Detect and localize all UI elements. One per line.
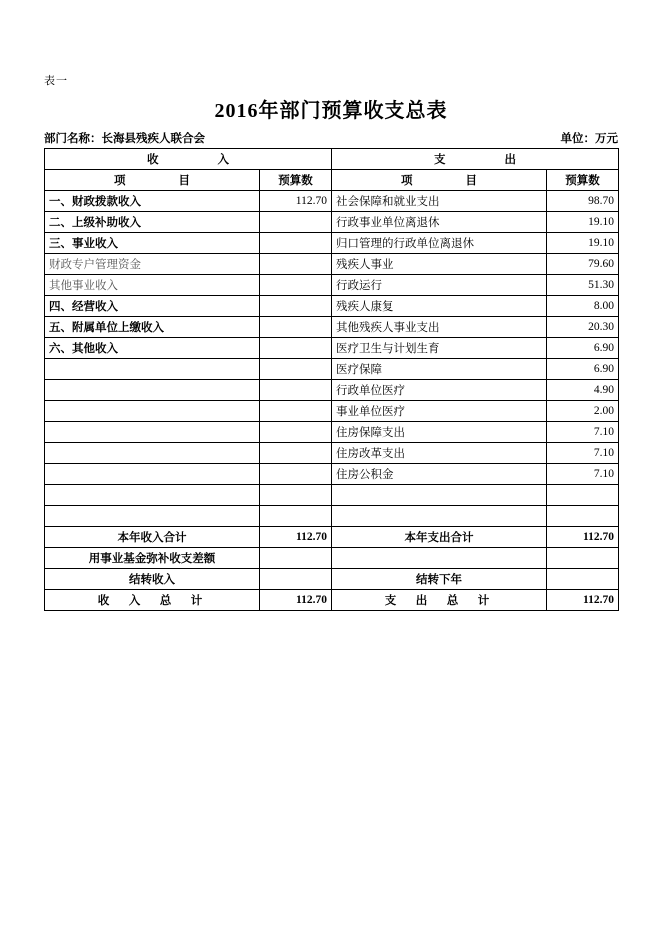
table-row (45, 380, 619, 401)
expense-item-cell: 医疗保障 (332, 359, 547, 380)
table-row (45, 191, 619, 212)
expense-amount-header: 预算数 (547, 170, 619, 191)
table-row (45, 464, 619, 485)
summary-expense-label: 结转下年 (332, 569, 547, 590)
income-amount-cell (260, 338, 332, 359)
table-row (45, 401, 619, 422)
expense-item-cell: 住房改革支出 (332, 443, 547, 464)
expense-item-cell: 行政单位医疗 (332, 380, 547, 401)
department-name: 部门名称：长海县残疾人联合会 (44, 133, 205, 145)
income-item-cell (45, 506, 260, 527)
expense-amount-cell: 6.90 (547, 338, 619, 359)
income-amount-header: 预算数 (260, 170, 332, 191)
income-item-cell: 五、附属单位上缴收入 (45, 317, 260, 338)
table-row (45, 422, 619, 443)
expense-item-cell: 住房保障支出 (332, 422, 547, 443)
grand-total-income-amount: 112.70 (260, 590, 332, 611)
expense-amount-cell: 8.00 (547, 296, 619, 317)
summary-income-label: 本年收入合计 (45, 527, 260, 548)
table-group-header-row (45, 149, 619, 170)
budget-table (44, 148, 619, 611)
income-item-cell: 四、经营收入 (45, 296, 260, 317)
expense-group-header: 支 出 (332, 149, 619, 170)
expense-item-cell (332, 485, 547, 506)
income-group-header: 收 入 (45, 149, 332, 170)
expense-item-cell: 事业单位医疗 (332, 401, 547, 422)
grand-total-expense-amount: 112.70 (547, 590, 619, 611)
expense-amount-cell: 7.10 (547, 464, 619, 485)
summary-income-label: 结转收入 (45, 569, 260, 590)
expense-item-cell: 住房公积金 (332, 464, 547, 485)
summary-expense-amount: 112.70 (547, 527, 619, 548)
table-row (45, 359, 619, 380)
income-amount-cell (260, 212, 332, 233)
income-item-cell (45, 464, 260, 485)
income-item-cell: 其他事业收入 (45, 275, 260, 296)
table-row (45, 233, 619, 254)
table-row (45, 317, 619, 338)
expense-item-header: 项 目 (332, 170, 547, 191)
income-amount-cell (260, 233, 332, 254)
expense-amount-cell: 19.10 (547, 212, 619, 233)
income-amount-cell (260, 401, 332, 422)
table-column-header-row (45, 170, 619, 191)
expense-item-cell: 行政运行 (332, 275, 547, 296)
income-amount-cell (260, 506, 332, 527)
income-amount-cell (260, 254, 332, 275)
expense-amount-cell: 51.30 (547, 275, 619, 296)
income-amount-cell (260, 359, 332, 380)
income-item-cell (45, 359, 260, 380)
income-item-cell (45, 401, 260, 422)
grand-total-row (45, 590, 619, 611)
expense-amount-cell: 7.10 (547, 443, 619, 464)
summary-income-amount (260, 548, 332, 569)
table-row (45, 506, 619, 527)
income-item-cell: 一、财政拨款收入 (45, 191, 260, 212)
summary-expense-label (332, 548, 547, 569)
expense-amount-cell: 4.90 (547, 380, 619, 401)
table-row (45, 254, 619, 275)
income-item-cell: 三、事业收入 (45, 233, 260, 254)
income-amount-cell (260, 317, 332, 338)
expense-item-cell (332, 506, 547, 527)
table-row (45, 443, 619, 464)
table-row (45, 275, 619, 296)
sheet-label: 表一 (44, 75, 68, 87)
expense-amount-cell: 79.60 (547, 254, 619, 275)
expense-amount-cell: 98.70 (547, 191, 619, 212)
expense-item-cell: 残疾人事业 (332, 254, 547, 275)
income-item-cell: 六、其他收入 (45, 338, 260, 359)
summary-income-amount (260, 569, 332, 590)
income-amount-cell (260, 296, 332, 317)
summary-expense-amount (547, 569, 619, 590)
expense-item-cell: 残疾人康复 (332, 296, 547, 317)
expense-item-cell: 归口管理的行政单位离退休 (332, 233, 547, 254)
summary-row (45, 527, 619, 548)
expense-amount-cell (547, 485, 619, 506)
expense-amount-cell: 7.10 (547, 422, 619, 443)
income-amount-cell: 112.70 (260, 191, 332, 212)
income-item-cell: 财政专户管理资金 (45, 254, 260, 275)
income-amount-cell (260, 485, 332, 506)
expense-item-cell: 其他残疾人事业支出 (332, 317, 547, 338)
table-row (45, 212, 619, 233)
summary-income-label: 用事业基金弥补收支差额 (45, 548, 260, 569)
income-amount-cell (260, 275, 332, 296)
expense-item-cell: 社会保障和就业支出 (332, 191, 547, 212)
income-item-cell (45, 443, 260, 464)
expense-item-cell: 行政事业单位离退休 (332, 212, 547, 233)
table-row (45, 485, 619, 506)
expense-amount-cell: 2.00 (547, 401, 619, 422)
table-row (45, 296, 619, 317)
income-amount-cell (260, 422, 332, 443)
income-item-header: 项 目 (45, 170, 260, 191)
summary-expense-amount (547, 548, 619, 569)
expense-amount-cell: 19.10 (547, 233, 619, 254)
summary-expense-label: 本年支出合计 (332, 527, 547, 548)
summary-income-amount: 112.70 (260, 527, 332, 548)
income-item-cell: 二、上级补助收入 (45, 212, 260, 233)
subheader-line (44, 130, 618, 146)
expense-amount-cell: 20.30 (547, 317, 619, 338)
income-amount-cell (260, 443, 332, 464)
grand-total-income-label: 收 入 总 计 (45, 590, 260, 611)
grand-total-expense-label: 支 出 总 计 (332, 590, 547, 611)
income-item-cell (45, 380, 260, 401)
income-amount-cell (260, 380, 332, 401)
summary-row (45, 569, 619, 590)
income-item-cell (45, 422, 260, 443)
unit-note: 单位：万元 (560, 133, 618, 145)
summary-row (45, 548, 619, 569)
expense-amount-cell: 6.90 (547, 359, 619, 380)
page-title: 2016年部门预算收支总表 (214, 100, 448, 122)
expense-amount-cell (547, 506, 619, 527)
income-item-cell (45, 485, 260, 506)
table-row (45, 338, 619, 359)
income-amount-cell (260, 464, 332, 485)
expense-item-cell: 医疗卫生与计划生育 (332, 338, 547, 359)
